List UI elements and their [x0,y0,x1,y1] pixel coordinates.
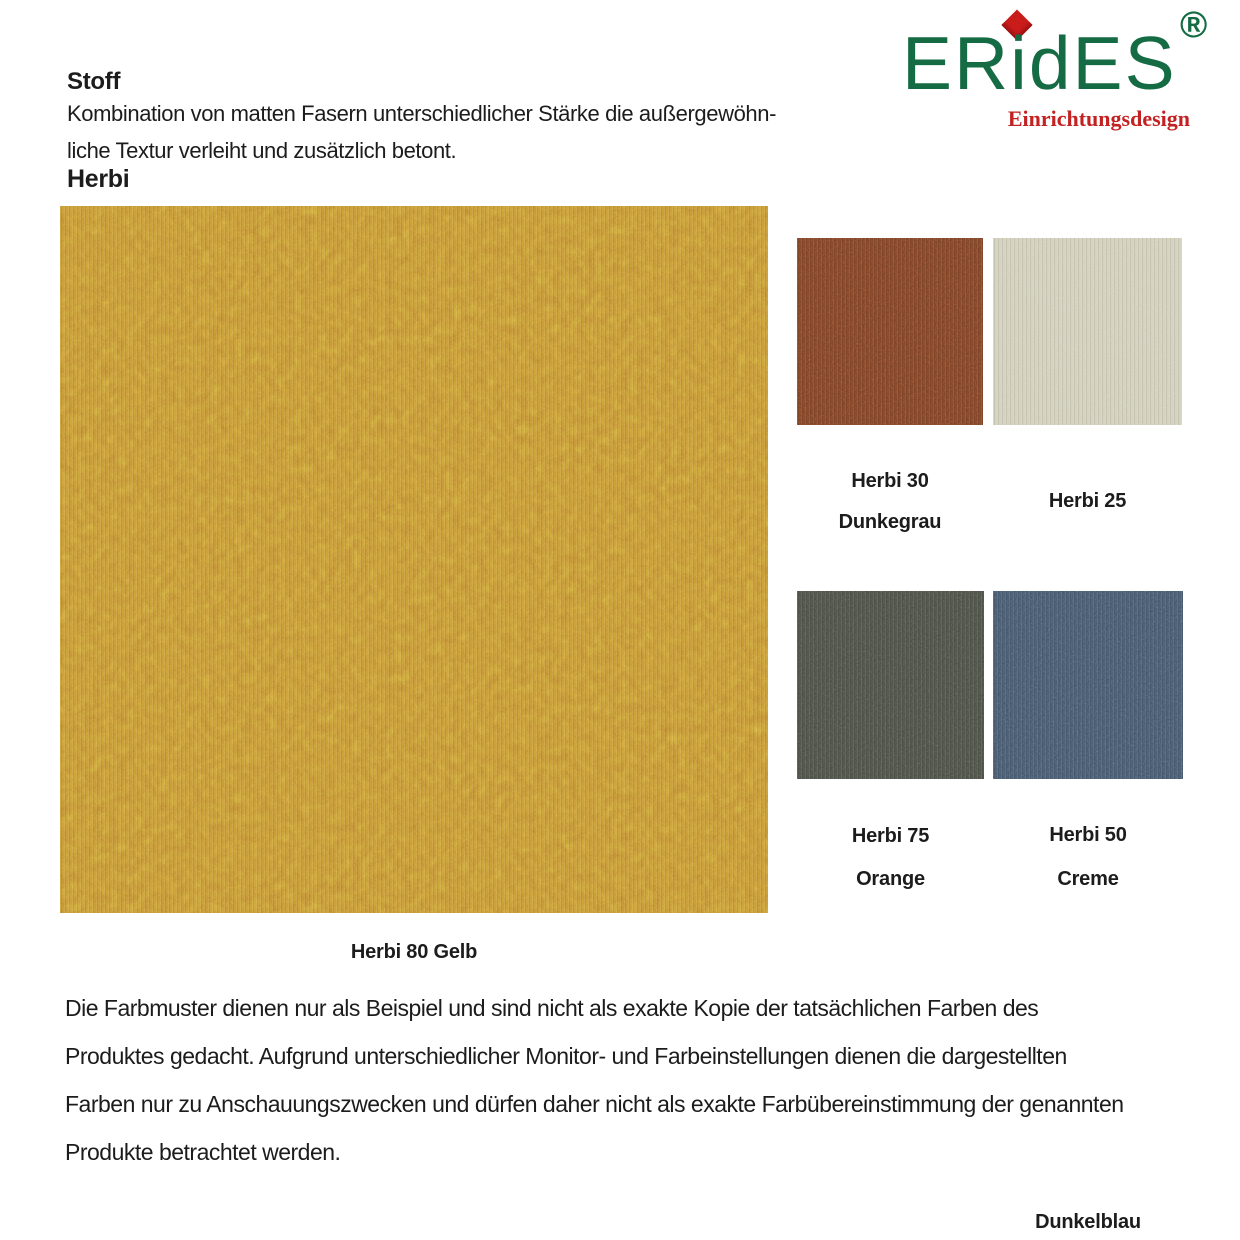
main-swatch-caption: Herbi 80 Gelb [350,941,478,963]
fabric-rib-overlay [993,238,1182,425]
fabric-swatch-herbi-50 [993,591,1183,779]
collection-title: Herbi [67,165,130,193]
description-line: Kombination von matten Fasern unterschiedlicher Stärke die außergewöhn- [67,101,776,126]
brand-logo [888,2,1236,142]
fabric-swatch-herbi-30 [797,238,983,425]
swatch-name-label: Herbi 30 [851,470,929,492]
fabric-swatch-herbi-25 [993,238,1182,425]
disclaimer-line: Die Farbmuster dienen nur als Beispiel und sind nicht als exakte Kopie der tatsächlichen Farben des [65,995,1039,1021]
disclaimer-text [65,993,1124,1185]
swatch-name-label: Herbi 25 [1048,490,1127,512]
disclaimer-line: Farben nur zu Anschauungszwecken und dürfen daher nicht als exakte Farbübereinstimmung der genannten [65,1091,1124,1117]
registered-mark-icon: ® [1180,4,1208,45]
footer-swatch-label: Dunkelblau [1035,1211,1141,1233]
brand-text: ERidES [902,21,1177,105]
disclaimer-line: Produktes gedacht. Aufgrund unterschiedlicher Monitor- und Farbeinstellungen dienen die dargestellten [65,1043,1067,1069]
fabric-rib-overlay [993,591,1183,779]
fabric-rib-overlay [797,238,983,425]
swatch-name-label: Herbi 75 [851,825,930,847]
swatch-name-label: Herbi 50 [1049,824,1127,846]
swatch-color-label: Dunkegrau [838,511,942,533]
fabric-rib-overlay [60,206,768,913]
page-title: Stoff [67,68,121,95]
description-line: liche Textur verleiht und zusätzlich betont. [67,138,457,163]
fabric-swatch-herbi-75 [797,591,984,779]
swatch-color-label: Creme [1057,868,1119,890]
logo-subtitle: Einrichtungsdesign [1007,106,1190,131]
disclaimer-line: Produkte betrachtet werden. [65,1139,341,1165]
fabric-rib-overlay [797,591,984,779]
swatch-color-label: Orange [856,868,925,890]
main-fabric-swatch [60,206,768,913]
